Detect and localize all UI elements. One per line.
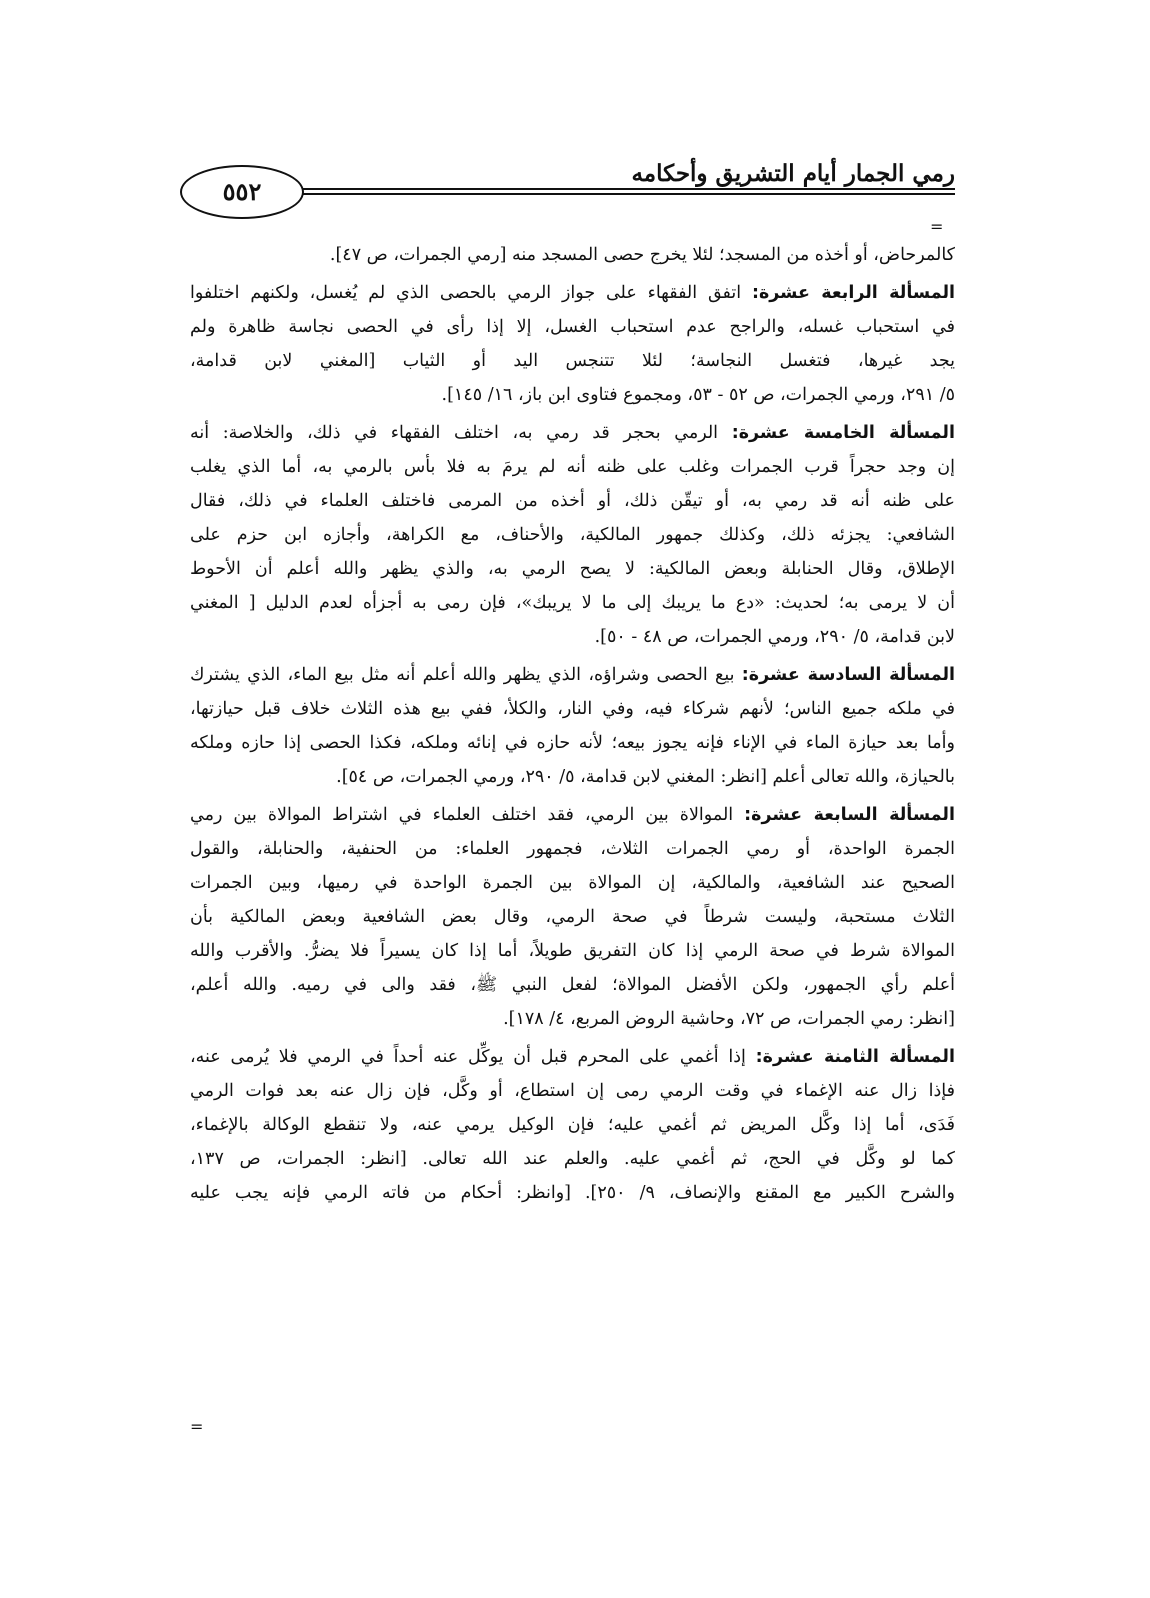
text-line: الجمرة الواحدة، أو رمي الجمرات الثلاث، فجمهور العلماء: من الحنفية، والحنابلة، والقول: [190, 839, 955, 859]
issue-heading: المسألة السابعة عشرة:: [744, 805, 955, 825]
text-line: في استحباب غسله، والراجح عدم استحباب الغسل، إلا إذا رأى في الحصى نجاسة ظاهرة ولم: [190, 317, 955, 337]
page-number-badge: ٥٥٢: [180, 165, 304, 219]
text-line: أن لا يرمى به؛ لحديث: «دع ما يريبك إلى ما لا يريبك»، فإن رمى به أجزأه لعدم الدليل [ المغني: [190, 593, 955, 613]
text-line: على ظنه أنه قد رمي به، أو تيقّن ذلك، أو أخذه من المرمى فاختلف العلماء في ذلك، فقال: [190, 491, 955, 511]
header-rule: [190, 188, 955, 190]
issue-heading: المسألة السادسة عشرة:: [741, 665, 955, 685]
header-rule-double: [190, 193, 955, 195]
text-span: إذا أغمي على المحرم قبل أن يوكِّل عنه أحداً في الرمي فلا يُرمى عنه،: [190, 1047, 756, 1067]
paragraph-first-line: [190, 276, 955, 310]
text-line: فَدَى، أما إذا وكَّل المريض ثم أغمي عليه؛ فإن الوكيل يرمي عنه، ولا تنقطع الوكالة بالإغماء،: [190, 1115, 955, 1135]
text-line: الإطلاق، وقال الحنابلة وبعض المالكية: لا يصح الرمي به، والذي يظهر والله أعلم أن الأحوط: [190, 559, 955, 579]
continuation-mark-bottom: =: [190, 1417, 204, 1436]
running-title: رمي الجمار أيام التشريق وأحكامه: [631, 160, 955, 187]
issue-heading: المسألة الخامسة عشرة:: [731, 423, 955, 443]
text-line: في ملكه جميع الناس؛ لأنهم شركاء فيه، وفي النار، والكلأ، ففي بيع هذه الثلاث خلاف قبل حيازتها،: [190, 699, 955, 719]
text-line: [انظر: رمي الجمرات، ص ٧٢، وحاشية الروض المربع، ٤/ ١٧٨].: [503, 1009, 955, 1029]
text-span: بيع الحصى وشراؤه، الذي يظهر والله أعلم أنه مثل بيع الماء، الذي يشترك: [190, 665, 742, 685]
text-line: الموالاة شرط في صحة الرمي إذا كان التفريق طويلاً، أما إذا كان يسيراً فلا يضرُّ. والأقرب والله: [190, 941, 955, 961]
paragraph-first-line: [190, 416, 955, 450]
page-header: [190, 150, 955, 220]
text-line: كما لو وكَّل في الحج، ثم أغمي عليه. والعلم عند الله تعالى. [انظر: الجمرات، ص ١٣٧،: [190, 1149, 955, 1169]
text-span: الموالاة بين الرمي، فقد اختلف العلماء في اشتراط الموالاة بين رمي: [190, 805, 745, 825]
text-span: اتفق الفقهاء على جواز الرمي بالحصى الذي لم يُغسل، ولكنهم اختلفوا: [190, 283, 752, 303]
continuation-mark-top: =: [930, 217, 944, 236]
issue-heading: المسألة الرابعة عشرة:: [751, 283, 955, 303]
issue-heading: المسألة الثامنة عشرة:: [755, 1047, 955, 1067]
text-line: والشرح الكبير مع المقنع والإنصاف، ٩/ ٢٥٠]. [وانظر: أحكام من فاته الرمي فإنه يجب عليه: [190, 1183, 955, 1203]
text-line: كالمرحاض، أو أخذه من المسجد؛ لئلا يخرج حصى المسجد منه [رمي الجمرات، ص ٤٧].: [329, 245, 955, 265]
text-span: الرمي بحجر قد رمي به، اختلف الفقهاء في ذلك، والخلاصة: أنه: [190, 423, 732, 443]
page-body: [190, 238, 955, 1210]
text-line: بالحيازة، والله تعالى أعلم [انظر: المغني لابن قدامة، ٥/ ٢٩٠، ورمي الجمرات، ص ٥٤].: [336, 767, 955, 787]
text-line: لابن قدامة، ٥/ ٢٩٠، ورمي الجمرات، ص ٤٨ - ٥٠].: [594, 627, 955, 647]
text-line: إن وجد حجراً قرب الجمرات وغلب على ظنه أنه لم يرمَ به فلا بأس بالرمي به، أما الذي يغلب: [190, 457, 955, 477]
paragraph-first-line: [190, 658, 955, 692]
paragraph-first-line: [190, 798, 955, 832]
text-line: الصحيح عند الشافعية، والمالكية، إن الموالاة بين الجمرة الواحدة في رميها، وبين الجمرات: [190, 873, 955, 893]
text-line: وأما بعد حيازة الماء في الإناء فإنه يجوز بيعه؛ لأنه حازه في إنائه وملكه، فكذا الحصى إذا حازه وملكه: [190, 733, 955, 753]
paragraph-first-line: [190, 1040, 955, 1074]
text-line: يجد غيرها، فتغسل النجاسة؛ لئلا تتنجس اليد أو الثياب [المغني لابن قدامة،: [190, 351, 955, 371]
text-line: الثلاث مستحبة، وليست شرطاً في صحة الرمي، وقال بعض الشافعية وبعض المالكية بأن: [190, 907, 955, 927]
text-line: أعلم رأي الجمهور، ولكن الأفضل الموالاة؛ لفعل النبي ﷺ، فقد والى في رميه. والله أعلم،: [190, 975, 955, 995]
text-line: ٥/ ٢٩١، ورمي الجمرات، ص ٥٢ - ٥٣، ومجموع فتاوى ابن باز، ١٦/ ١٤٥].: [441, 385, 955, 405]
text-line: فإذا زال عنه الإغماء في وقت الرمي رمى إن استطاع، أو وكَّل، فإن زال عنه بعد فوات الرمي: [190, 1081, 955, 1101]
text-line: الشافعي: يجزئه ذلك، وكذلك جمهور المالكية، والأحناف، مع الكراهة، وأجازه ابن حزم على: [190, 525, 955, 545]
